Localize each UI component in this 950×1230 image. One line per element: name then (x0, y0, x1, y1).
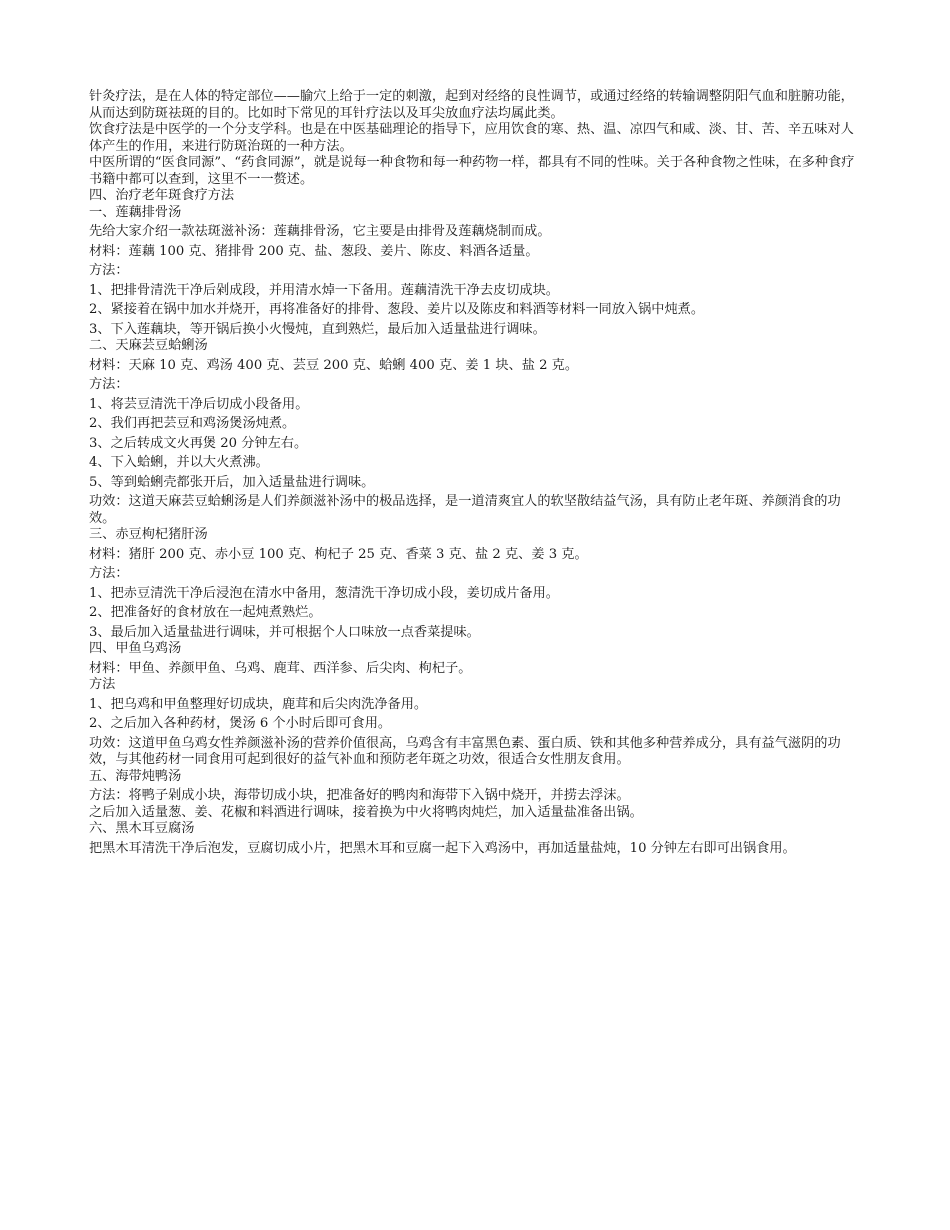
recipe-title: 三、赤豆枸杞猪肝汤 (89, 527, 208, 542)
method-label: 方法： (89, 377, 129, 392)
step: 2、把准备好的食材放在一起炖煮熟烂。 (89, 605, 322, 620)
document-body (89, 89, 859, 857)
recipe-method: 方法：将鸭子剁成小块，海带切成小块，把准备好的鸭肉和海带下入锅中烧开，并捞去浮沫。 (89, 788, 630, 803)
recipe-benefit: 功效：这道天麻芸豆蛤蜊汤是人们养颜滋补汤中的极品选择，是一道清爽宜人的软坚散结益气汤，具有防止老年斑、养颜消食的功效。 (89, 494, 841, 526)
step: 2、之后加入各种药材，煲汤 6 个小时后即可食用。 (89, 716, 392, 731)
step: 3、最后加入适量盐进行调味，并可根据个人口味放一点香菜提味。 (89, 624, 480, 640)
step: 1、把乌鸡和甲鱼整理好切成块，鹿茸和后尖肉洗净备用。 (89, 696, 428, 712)
step: 1、将芸豆清洗干净后切成小段备用。 (89, 396, 309, 412)
method-label: 方法 (89, 677, 116, 692)
step: 3、下入莲藕块，等开锅后换小火慢炖，直到熟烂，最后加入适量盐进行调味。 (89, 321, 546, 337)
method-label: 方法： (89, 263, 129, 278)
recipe-title: 六、黑木耳豆腐汤 (89, 821, 195, 836)
step: 5、等到蛤蜊壳都张开后，加入适量盐进行调味。 (89, 474, 375, 490)
recipe-ingredients: 材料：莲藕 100 克、猪排骨 200 克、盐、葱段、姜片、陈皮、料酒各适量。 (89, 243, 539, 259)
paragraph-food-medicine-origin: 中医所谓的“医食同源”、“药食同源”，就是说每一种食物和每一种药物一样，都具有不同的性味。关于各种食物之性味，在多种食疗书籍中都可以查到，这里不一一赘述。 (89, 155, 855, 187)
section-heading: 四、治疗老年斑食疗方法 (89, 188, 235, 203)
recipe-method: 把黑木耳清洗干净后泡发，豆腐切成小片，把黑木耳和豆腐一起下入鸡汤中，再加适量盐炖，10 分钟左右即可出锅食用。 (89, 840, 796, 856)
recipe-title: 五、海带炖鸭汤 (89, 768, 182, 784)
paragraph-diet-therapy: 饮食疗法是中医学的一个分支学科。也是在中医基础理论的指导下，应用饮食的寒、热、温、凉四气和咸、淡、甘、苦、辛五味对人体产生的作用，来进行防斑治斑的一种方法。 (89, 122, 854, 154)
method-label: 方法： (89, 566, 129, 581)
recipe-method: 之后加入适量葱、姜、花椒和料酒进行调味，接着换为中火将鸭肉炖烂，加入适量盐准备出锅。 (89, 804, 643, 820)
recipe-title: 四、甲鱼乌鸡汤 (89, 641, 182, 656)
recipe-ingredients: 材料：天麻 10 克、鸡汤 400 克、芸豆 200 克、蛤蜊 400 克、姜 1 块、盐 2 克。 (89, 357, 579, 373)
recipe-intro: 先给大家介绍一款祛斑滋补汤：莲藕排骨汤，它主要是由排骨及莲藕烧制而成。 (89, 224, 551, 239)
step: 1、把赤豆清洗干净后浸泡在清水中备用，葱清洗干净切成小段，姜切成片备用。 (89, 585, 559, 601)
paragraph-acupuncture: 针灸疗法，是在人体的特定部位——腧穴上给于一定的刺激，起到对经络的良性调节，或通过经络的转输调整阴阳气血和脏腑功能，从而达到防斑祛斑的目的。比如时下常见的耳针疗法以及耳尖放血疗法均属此类。 (89, 89, 854, 121)
recipe-ingredients: 材料：甲鱼、养颜甲鱼、乌鸡、鹿茸、西洋参、后尖肉、枸杞子。 (89, 660, 472, 676)
recipe-benefit: 功效：这道甲鱼乌鸡女性养颜滋补汤的营养价值很高，乌鸡含有丰富黑色素、蛋白质、铁和其他多种营养成分，具有益气滋阴的功效，与其他药材一同食用可起到很好的益气补血和预防老年斑之功效，很适合女性朋友食用。 (89, 735, 841, 767)
step: 1、把排骨清洗干净后剁成段，并用清水焯一下备用。莲藕清洗干净去皮切成块。 (89, 282, 559, 298)
step: 4、下入蛤蜊，并以大火煮沸。 (89, 455, 269, 470)
step: 3、之后转成文火再煲 20 分钟左右。 (89, 435, 308, 451)
recipe-title: 一、莲藕排骨汤 (89, 204, 182, 220)
step: 2、紧接着在锅中加水并烧开，再将准备好的排骨、葱段、姜片以及陈皮和料酒等材料一同放入锅中炖煮。 (89, 302, 705, 317)
recipe-title: 二、天麻芸豆蛤蜊汤 (89, 338, 208, 353)
recipe-ingredients: 材料：猪肝 200 克、赤小豆 100 克、枸杞子 25 克、香菜 3 克、盐 2 克、姜 3 克。 (89, 546, 588, 562)
step: 2、我们再把芸豆和鸡汤煲汤炖煮。 (89, 416, 296, 431)
